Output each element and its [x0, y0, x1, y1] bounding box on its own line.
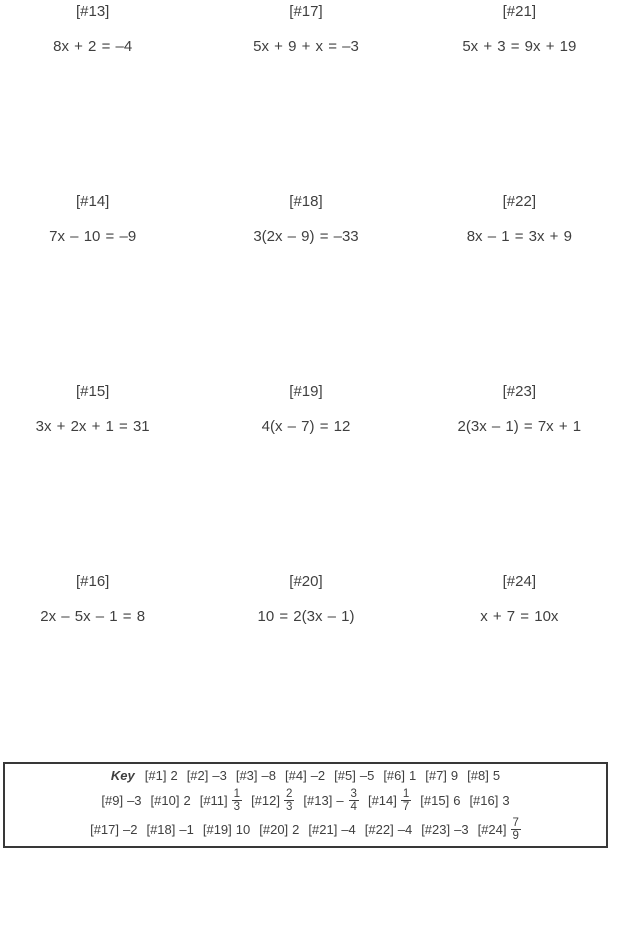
key-entry [145, 768, 178, 783]
key-entry-value: –3 [127, 792, 142, 808]
key-entry-value: 6 [453, 792, 461, 808]
key-entry-label: [#7] [425, 768, 447, 784]
problem-cell [413, 380, 626, 570]
key-line [101, 788, 509, 813]
key-entry-value: 3 [502, 792, 510, 808]
key-entry-value: 10 [235, 821, 251, 837]
fraction-denominator: 4 [350, 800, 357, 813]
problem-cell [0, 570, 199, 760]
problem-cell [0, 380, 199, 570]
fraction-denominator: 9 [512, 829, 519, 842]
problem-equation: 5x + 3 = 9x + 19 [462, 38, 577, 55]
key-entry-label: [#10] [150, 792, 180, 808]
key-entry [478, 817, 521, 842]
key-entry [425, 768, 458, 783]
key-entry-value: 5 [492, 768, 501, 784]
problem-cell [199, 380, 412, 570]
problem-equation: 10 = 2(3x – 1) [257, 608, 355, 625]
key-entry [469, 793, 509, 808]
key-entry [308, 822, 355, 837]
problem-cell [199, 190, 412, 380]
key-entry-label: [#12] [251, 792, 280, 808]
key-entry [236, 768, 276, 783]
key-entry-label: [#19] [202, 821, 232, 837]
problem-number: [#14] [75, 193, 110, 210]
key-entry-value: 1 [409, 768, 417, 784]
problem-number: [#13] [75, 3, 110, 20]
key-entry-label: [#20] [259, 821, 289, 837]
key-entry-label: [#18] [146, 821, 176, 837]
key-entry-label: [#5] [334, 768, 356, 784]
key-entry [187, 768, 227, 783]
problem-cell [199, 0, 412, 190]
key-entry-label: [#17] [90, 821, 119, 837]
problem-number: [#19] [289, 383, 323, 400]
fraction-value [511, 817, 521, 842]
key-entry-value: –3 [212, 768, 227, 784]
key-entry [251, 788, 294, 813]
answer-key-lines [5, 764, 606, 846]
fraction-numerator: 1 [402, 787, 410, 800]
key-entry [365, 822, 412, 837]
problem-number: [#15] [75, 383, 110, 400]
fraction-value [349, 788, 359, 813]
problem-equation: 5x + 9 + x = –3 [253, 38, 359, 55]
key-entry-label: [#21] [308, 821, 338, 837]
problem-equation: 7x – 10 = –9 [49, 228, 137, 245]
fraction-numerator: 2 [285, 787, 293, 800]
problem-cell [413, 570, 626, 760]
key-entry-label: [#4] [285, 768, 307, 784]
problem-equation: 3x + 2x + 1 = 31 [35, 418, 150, 435]
key-entry [101, 793, 141, 808]
problem-number: [#22] [502, 193, 536, 210]
problem-equation: 2(3x – 1) = 7x + 1 [457, 418, 582, 435]
key-entry [368, 788, 411, 813]
key-entry [467, 768, 500, 783]
fraction-numerator: 7 [512, 816, 519, 829]
problem-number: [#21] [502, 3, 536, 20]
fraction-value [401, 788, 411, 813]
key-entry-label: [#2] [186, 768, 209, 784]
key-entry-label: [#15] [420, 792, 450, 808]
problem-cell [413, 0, 626, 190]
key-entry-value: –4 [341, 821, 356, 837]
key-entry-label: [#9] [101, 792, 124, 808]
problem-equation: x + 7 = 10x [480, 608, 559, 625]
fraction-value [232, 788, 242, 813]
problem-cell [199, 570, 412, 760]
problem-equation: 8x + 2 = –4 [53, 38, 133, 55]
key-entry-value: 2 [292, 821, 300, 837]
key-entry-value: –8 [261, 768, 276, 784]
key-entry-label: [#11] [199, 792, 228, 808]
fraction-sign: – [336, 792, 344, 808]
key-entry-value: –4 [397, 821, 413, 837]
key-entry [146, 822, 193, 837]
fraction-numerator: 1 [233, 787, 241, 800]
key-entry-value: 2 [183, 792, 191, 808]
key-entry [421, 822, 468, 837]
key-entry-label: [#8] [467, 768, 489, 784]
key-entry-value: –2 [310, 768, 326, 784]
problem-cell [0, 0, 199, 190]
key-line [111, 768, 500, 783]
problem-number: [#20] [289, 573, 323, 590]
key-line [90, 817, 521, 842]
key-entry [285, 768, 325, 783]
key-entry-label: [#22] [364, 821, 394, 837]
key-entry [259, 822, 299, 837]
problem-equation: 4(x – 7) = 12 [261, 418, 351, 435]
key-entry-label: [#14] [367, 792, 397, 808]
key-entry [334, 768, 374, 783]
answer-key-box [3, 762, 608, 848]
fraction-denominator: 3 [285, 800, 293, 813]
problem-number: [#23] [502, 383, 536, 400]
key-entry [90, 822, 137, 837]
problem-number: [#24] [502, 573, 536, 590]
key-entry-value: 9 [450, 768, 459, 784]
problem-number: [#16] [75, 573, 110, 590]
fraction-value [284, 788, 294, 813]
key-entry-label: [#13] [303, 792, 333, 808]
fraction-denominator: 3 [233, 800, 241, 813]
key-entry-value: –3 [454, 821, 469, 837]
key-entry-value: –2 [123, 821, 138, 837]
key-entry-value: –1 [179, 821, 194, 837]
key-title: Key [110, 768, 135, 784]
key-entry [200, 788, 242, 813]
key-entry [383, 768, 416, 783]
key-entry-value: –5 [359, 768, 375, 784]
key-entry-label: [#16] [469, 792, 499, 808]
key-entry [420, 793, 460, 808]
key-entry [303, 788, 359, 813]
key-entry-value: 2 [170, 768, 178, 784]
fraction-denominator: 7 [402, 800, 410, 813]
problem-number: [#17] [289, 3, 323, 20]
problem-equation: 8x – 1 = 3x + 9 [466, 228, 572, 245]
problem-equation: 2x – 5x – 1 = 8 [40, 608, 146, 625]
key-entry [203, 822, 250, 837]
key-entry-label: [#23] [421, 821, 451, 837]
problem-cell [0, 190, 199, 380]
key-entry [151, 793, 191, 808]
key-entry-label: [#6] [383, 768, 405, 784]
fraction-numerator: 3 [350, 787, 357, 800]
key-entry-label: [#24] [477, 821, 507, 837]
problem-cell [413, 190, 626, 380]
problem-number: [#18] [289, 193, 323, 210]
problem-equation: 3(2x – 9) = –33 [253, 228, 359, 245]
key-entry-label: [#3] [235, 768, 258, 784]
key-entry-label: [#1] [144, 768, 167, 784]
